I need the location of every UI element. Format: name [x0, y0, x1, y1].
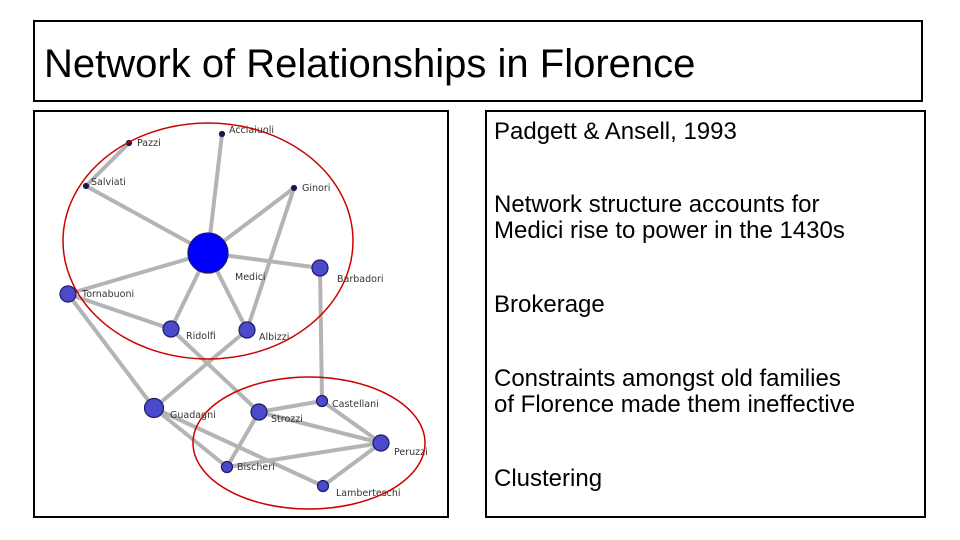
- bullet-line: Constraints amongst old families: [494, 365, 841, 392]
- edge-medici-tornabuoni: [68, 253, 208, 294]
- node-label-barbadori: Barbadori: [337, 274, 384, 285]
- node-tornabuoni: [60, 286, 76, 302]
- node-label-ridolfi: Ridolfi: [186, 331, 216, 342]
- node-castellani: [317, 396, 328, 407]
- node-albizzi: [239, 322, 255, 338]
- node-label-pazzi: Pazzi: [137, 138, 161, 149]
- node-acciaiuoli: [220, 132, 225, 137]
- node-peruzzi: [373, 435, 389, 451]
- node-label-strozzi: Strozzi: [271, 414, 303, 425]
- node-label-lamberteschi: Lamberteschi: [336, 488, 401, 499]
- bullet-panel: [485, 110, 926, 518]
- node-medici: [188, 233, 228, 273]
- bullet-brokerage: [494, 292, 605, 318]
- network-diagram-panel: [33, 110, 449, 518]
- bullet-clustering: [494, 466, 602, 492]
- bullet-line: of Florence made them ineffective: [494, 391, 856, 418]
- node-lamberteschi: [318, 481, 329, 492]
- bullet-line: Medici rise to power in the 1430s: [494, 217, 845, 244]
- edge-tornabuoni-guadagni: [68, 294, 154, 408]
- node-label-castellani: Castellani: [332, 399, 379, 410]
- node-label-guadagni: Guadagni: [170, 410, 216, 421]
- node-strozzi: [251, 404, 267, 420]
- node-label-salviati: Salviati: [91, 177, 126, 188]
- title-box: [33, 20, 923, 102]
- node-ridolfi: [163, 321, 179, 337]
- bullet-line: Brokerage: [494, 291, 605, 318]
- bullet-network-structure: [494, 192, 845, 244]
- node-bischeri: [222, 462, 233, 473]
- edge-strozzi-castellani: [259, 401, 322, 412]
- node-label-tornabuoni: Tornabuoni: [82, 289, 135, 300]
- node-ginori: [292, 186, 297, 191]
- bullet-line: Clustering: [494, 465, 603, 492]
- florence-network-graph: [35, 112, 449, 518]
- node-label-albizzi: Albizzi: [259, 332, 290, 343]
- bullet-line: Network structure accounts for: [494, 191, 820, 218]
- node-salviati: [84, 184, 89, 189]
- node-barbadori: [312, 260, 328, 276]
- node-label-medici: Medici: [235, 272, 266, 283]
- edge-salviati-medici: [86, 186, 208, 253]
- node-label-peruzzi: Peruzzi: [394, 447, 428, 458]
- bullet-line: Padgett & Ansell, 1993: [494, 118, 737, 145]
- slide-title: Network of Relationships in Florence: [44, 42, 696, 86]
- bullet-constraints: [494, 366, 855, 418]
- edge-strozzi-bischeri: [227, 412, 259, 467]
- node-label-bischeri: Bischeri: [237, 462, 275, 473]
- bullet-citation: [494, 119, 737, 145]
- edge-barbadori-castellani: [320, 268, 322, 401]
- node-label-ginori: Ginori: [302, 183, 331, 194]
- node-guadagni: [145, 399, 164, 418]
- node-label-acciaiuoli: Acciaiuoli: [229, 125, 274, 136]
